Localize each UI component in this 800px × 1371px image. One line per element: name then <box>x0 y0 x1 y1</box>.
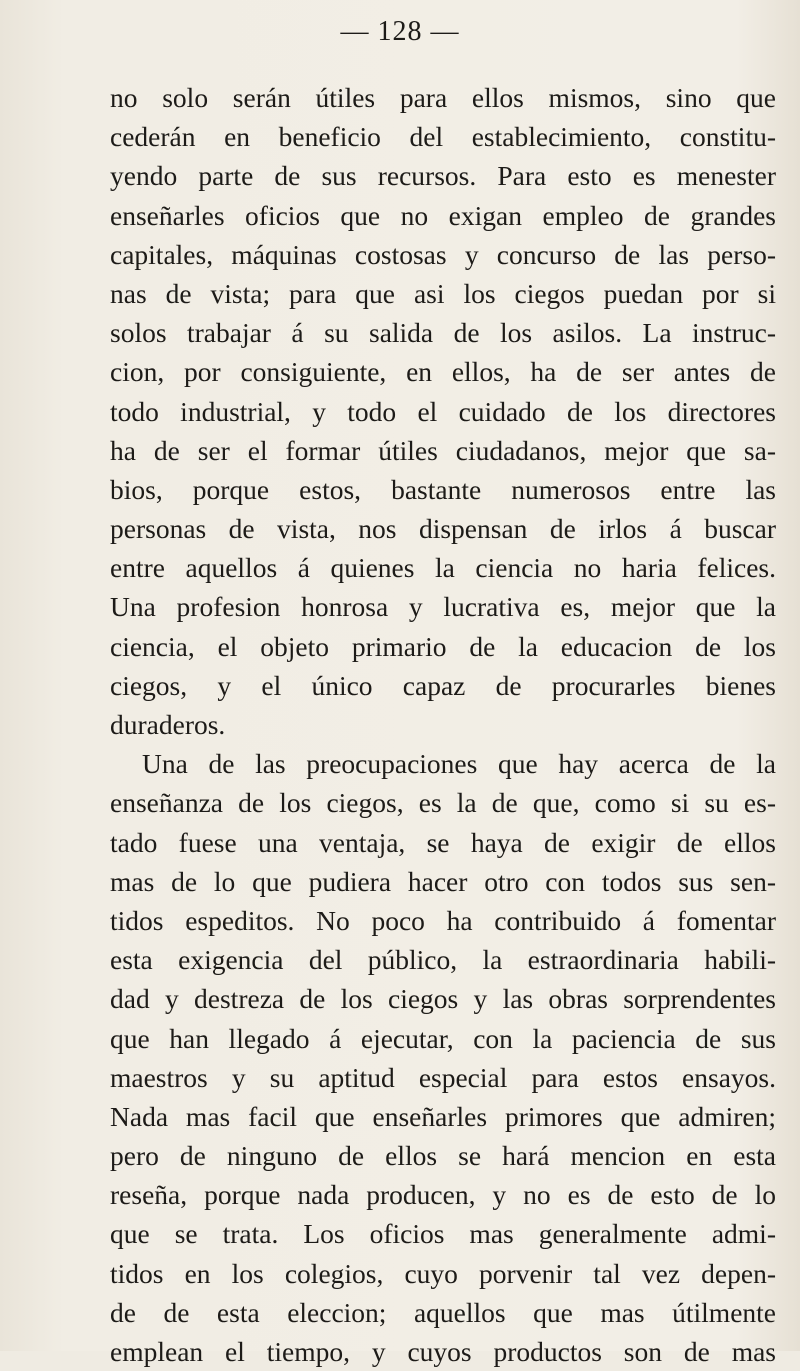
text-line: ha de ser el formar útiles ciudadanos, mejor que sa- <box>110 434 776 466</box>
text-line: ciencia, el objeto primario de la educacion de los <box>110 630 776 662</box>
text-line: cederán en beneficio del establecimiento, constitu- <box>110 121 776 153</box>
body-text <box>110 78 776 1371</box>
text-line: esta exigencia del público, la estraordinaria habili- <box>110 944 776 976</box>
paragraph-start-line: Una de las preocupaciones que hay acerca de la <box>142 748 776 780</box>
text-line: yendo parte de sus recursos. Para esto es menester <box>110 160 776 192</box>
text-line: duraderos. <box>110 709 226 740</box>
text-line: reseña, porque nada producen, y no es de esto de lo <box>110 1179 776 1211</box>
text-line: Nada mas facil que enseñarles primores que admiren; <box>110 1100 776 1132</box>
text-line: enseñarles oficios que no exigan empleo de grandes <box>110 199 776 231</box>
text-line: solos trabajar á su salida de los asilos. La instruc- <box>110 317 776 349</box>
text-line: personas de vista, nos dispensan de irlos á buscar <box>110 513 776 545</box>
text-line: entre aquellos á quienes la ciencia no haria felices. <box>110 552 776 584</box>
text-line: ciegos, y el único capaz de procurarles bienes <box>110 669 776 701</box>
text-line: enseñanza de los ciegos, es la de que, como si su es- <box>110 787 776 819</box>
text-line: que han llegado á ejecutar, con la paciencia de sus <box>110 1022 776 1054</box>
text-line: cion, por consiguiente, en ellos, ha de ser antes de <box>110 356 776 388</box>
text-line: Una profesion honrosa y lucrativa es, mejor que la <box>110 591 776 623</box>
text-line: que se trata. Los oficios mas generalmente admi- <box>110 1218 776 1250</box>
page-number: — 128 — <box>340 16 460 47</box>
text-line: de de esta eleccion; aquellos que mas útilmente <box>110 1296 776 1328</box>
text-line: capitales, máquinas costosas y concurso de las perso- <box>110 238 776 270</box>
text-line: tado fuese una ventaja, se haya de exigir de ellos <box>110 826 776 858</box>
text-line: emplean el tiempo, y cuyos productos son de mas <box>110 1336 776 1367</box>
text-line: nas de vista; para que asi los ciegos puedan por si <box>110 277 776 309</box>
text-line: pero de ninguno de ellos se hará mencion en esta <box>110 1140 776 1172</box>
text-line: tidos en los colegios, cuyo porvenir tal vez depen- <box>110 1257 776 1289</box>
text-line: maestros y su aptitud especial para estos ensayos. <box>110 1061 776 1093</box>
text-line: tidos espeditos. No poco ha contribuido á fomentar <box>110 904 776 936</box>
text-line: dad y destreza de los ciegos y las obras sorprendentes <box>110 983 776 1015</box>
text-line: todo industrial, y todo el cuidado de los directores <box>110 395 776 427</box>
text-line: bios, porque estos, bastante numerosos entre las <box>110 473 776 505</box>
text-line: mas de lo que pudiera hacer otro con todos sus sen- <box>110 865 776 897</box>
text-line: no solo serán útiles para ellos mismos, sino que <box>110 82 776 113</box>
